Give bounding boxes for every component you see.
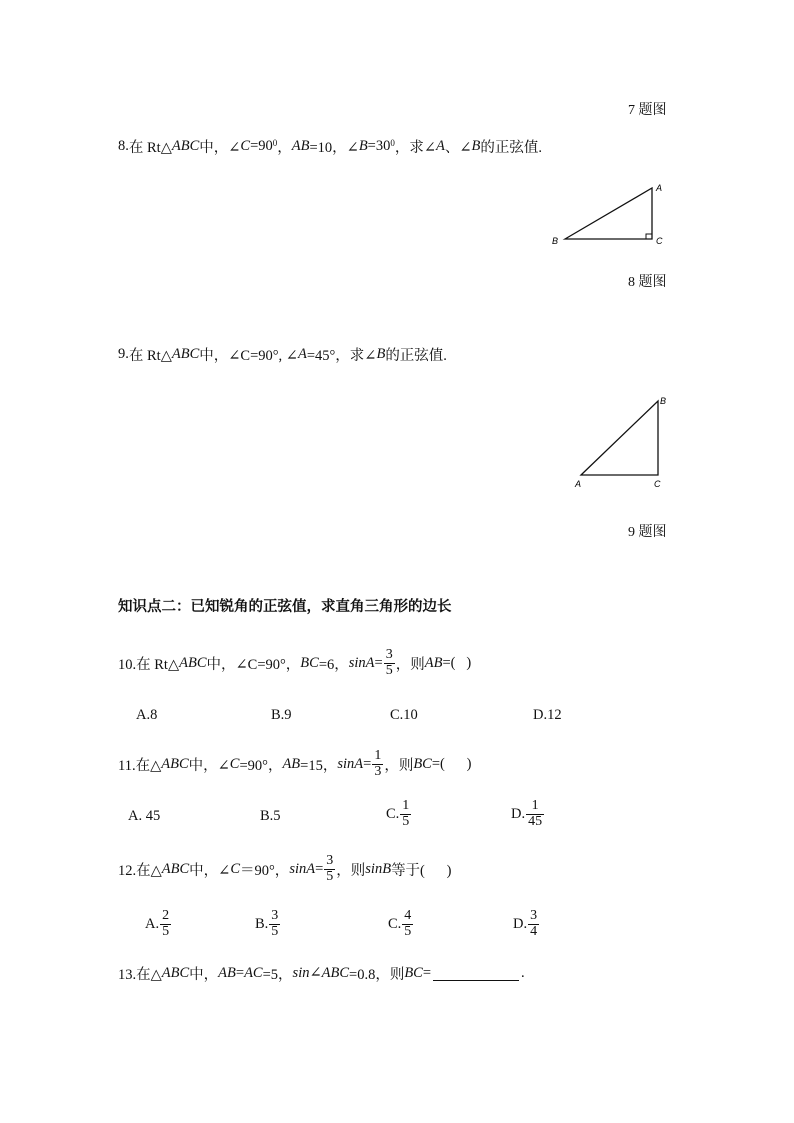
answer-blank[interactable] <box>433 966 519 981</box>
fraction: $\frac{3}{5}$ <box>326 853 334 884</box>
triangle-9-shape <box>581 401 658 475</box>
q10-option-c: C.10 <box>390 707 418 723</box>
vertex-label-a: A <box>656 183 663 193</box>
q12-option-d: D. $\frac{3}{4}$ <box>513 908 538 939</box>
q12-option-a: A. $\frac{2}{5}$ <box>145 908 170 939</box>
q9-number: 9. <box>118 346 129 362</box>
q11-option-c: C. $\frac{1}{5}$ <box>386 798 410 829</box>
fraction: $\frac{2}{5}$ <box>162 908 170 939</box>
figure-9-triangle <box>570 392 675 492</box>
figure-9-caption: 9 题图 <box>628 525 667 540</box>
fraction: $\frac{3}{5}$ <box>271 908 279 939</box>
right-angle-mark <box>646 234 652 239</box>
q12-option-b: B. $\frac{3}{5}$ <box>255 908 279 939</box>
question-13: 13.在△ ABC 中， AB = AC =5， sin ∠ ABC =0.8，则 BC = . <box>118 965 525 983</box>
vertex-label-c: C <box>656 236 663 246</box>
q10-option-d: D.12 <box>533 707 562 723</box>
q12-option-c: C. $\frac{4}{5}$ <box>388 908 412 939</box>
question-10: 10.在 Rt△ ABC 中，∠C=90°， BC =6， sinA = $\frac{3}{5}$ ，则 AB =( ) <box>118 647 472 678</box>
q10-option-a: A.8 <box>136 707 158 723</box>
vertex-label-b: B <box>660 396 667 406</box>
question-11: 11.在△ ABC 中，∠ C =90°， AB =15， sinA = $\frac{1}{3}$ ，则 BC =( ) <box>118 748 472 779</box>
q11-option-a: A. 45 <box>128 808 161 824</box>
vertex-label-c: C <box>654 479 661 489</box>
figure-8-caption: 8 题图 <box>628 275 667 290</box>
fraction: $\frac{4}{5}$ <box>404 908 412 939</box>
fraction: $\frac{1}{3}$ <box>374 748 382 779</box>
question-9: 9. 在 Rt△ ABC 中，∠C=90°, ∠ A =45°，求∠ B 的正弦值. <box>118 346 447 364</box>
question-8: 8. 在 Rt△ ABC 中，∠ C =90 $^0$ ， AB =10，∠ B =30 $^0$ ，求∠ A 、∠ B 的正弦值. <box>118 137 543 156</box>
fraction: $\frac{3}{5}$ <box>385 647 393 678</box>
question-12: 12.在△ ABC 中，∠ C ＝90°， sinA = $\frac{3}{5}$ ，则 sinB 等于( ) <box>118 853 452 884</box>
figure-7-caption: 7 题图 <box>628 103 667 118</box>
fraction: $\frac{1}{45}$ <box>528 798 543 829</box>
q11-option-d: D. $\frac{1}{45}$ <box>511 798 543 829</box>
q11-option-b: B.5 <box>260 808 281 824</box>
fraction: $\frac{1}{5}$ <box>402 798 410 829</box>
q8-number: 8. <box>118 138 129 154</box>
section-heading: 知识点二：已知锐角的正弦值，求直角三角形的边长 <box>118 599 452 615</box>
figure-8-triangle <box>545 178 675 250</box>
vertex-label-b: B <box>552 236 559 246</box>
q10-option-b: B.9 <box>271 707 292 723</box>
triangle-8-shape <box>565 188 652 239</box>
vertex-label-a: A <box>575 479 582 489</box>
fraction: $\frac{3}{4}$ <box>530 908 538 939</box>
